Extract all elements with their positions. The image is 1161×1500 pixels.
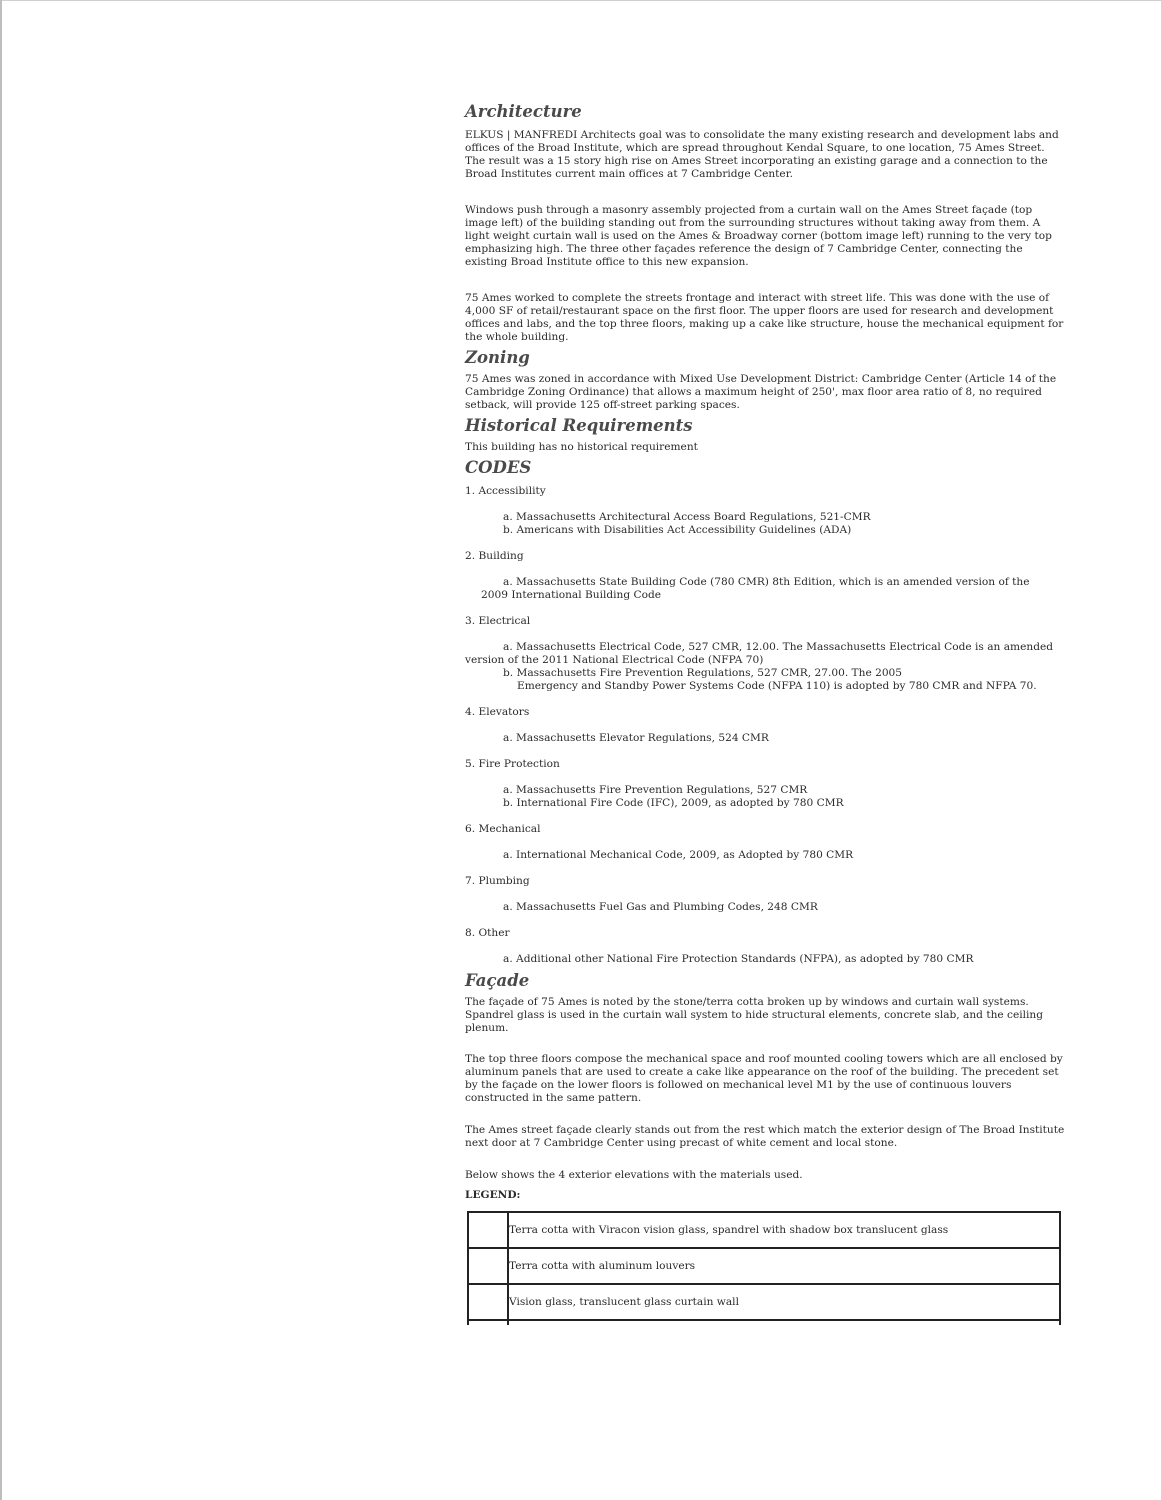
facade-paragraph-3: The Ames street façade clearly stands out from the rest which match the exterior design of The Broad Institute next door at 7 Cambridge Center using precast of white cement and local stone. [465, 1124, 1065, 1149]
code-accessibility-item-b: b. Americans with Disabilities Act Accessibility Guidelines (ADA) [503, 524, 852, 536]
code-electrical-item-a-cont: version of the 2011 National Electrical Code (NFPA 70) [465, 654, 764, 666]
historical-paragraph: This building has no historical requirement [465, 441, 698, 453]
legend-text-empty [508, 1320, 1060, 1325]
code-mechanical-title: 6. Mechanical [465, 823, 541, 835]
legend-swatch [468, 1248, 508, 1284]
legend-row [468, 1248, 1060, 1284]
code-elevators-title: 4. Elevators [465, 706, 530, 718]
facade-paragraph-1: The façade of 75 Ames is noted by the stone/terra cotta broken up by windows and curtain wall systems. Spandrel glass is used in the curtain wall system to hide structural elements, concrete slab, and the ceiling plenum. [465, 996, 1044, 1034]
historical-heading: Historical Requirements [465, 416, 693, 435]
legend-label: LEGEND: [465, 1189, 521, 1201]
facade-paragraph-2: The top three floors compose the mechanical space and roof mounted cooling towers which are all enclosed by aluminum panels that are used to create a cake like appearance on the roof of the building. The precedent set by the façade on the lower floors is followed on mechanical level M1 by the use of continuous louvers constructed in the same pattern. [465, 1053, 1063, 1104]
code-accessibility-item-a: a. Massachusetts Architectural Access Board Regulations, 521-CMR [503, 511, 871, 523]
zoning-paragraph: 75 Ames was zoned in accordance with Mixed Use Development District: Cambridge Center (Article 14 of the Cambridge Zoning Ordinance) that allows a maximum height of 250', max floor area ratio of 8, no required setback, will provide 125 off-street parking spaces. [465, 373, 1057, 411]
code-elevators-item-a: a. Massachusetts Elevator Regulations, 524 CMR [503, 732, 769, 744]
scan-edge-left [0, 0, 2, 1500]
code-other-item-a: a. Additional other National Fire Protection Standards (NFPA), as adopted by 780 CMR [503, 953, 974, 965]
scan-edge-top [0, 0, 1161, 1]
legend-text: Terra cotta with Viracon vision glass, spandrel with shadow box translucent glass [508, 1212, 1060, 1248]
legend-row-partial [468, 1320, 1060, 1325]
facade-heading: Façade [465, 971, 530, 990]
code-plumbing-title: 7. Plumbing [465, 875, 530, 887]
code-mechanical-item-a: a. International Mechanical Code, 2009, as Adopted by 780 CMR [503, 849, 854, 861]
code-electrical-item-b: b. Massachusetts Fire Prevention Regulations, 527 CMR, 27.00. The 2005 [503, 667, 903, 679]
code-building-item-a: a. Massachusetts State Building Code (780 CMR) 8th Edition, which is an amended version of the [503, 576, 1030, 588]
architecture-paragraph-1: ELKUS | MANFREDI Architects goal was to consolidate the many existing research and development labs and offices of the Broad Institute, which are spread throughout Kendal Square, to one location, 75 Ames Street. The result was a 15 story high rise on Ames Street incorporating an existing garage and a connection to the Broad Institutes current main offices at 7 Cambridge Center. [465, 129, 1059, 180]
zoning-heading: Zoning [465, 348, 530, 367]
code-building-item-a-cont: 2009 International Building Code [481, 589, 662, 601]
code-electrical-item-a: a. Massachusetts Electrical Code, 527 CMR, 12.00. The Massachusetts Electrical Code is an amended [503, 641, 1054, 653]
code-electrical-title: 3. Electrical [465, 615, 531, 627]
document-page [465, 100, 1065, 1325]
architecture-paragraph-2: Windows push through a masonry assembly projected from a curtain wall on the Ames Street façade (top image left) of the building standing out from the surrounding structures without taking away from them. A light weight curtain wall is used on the Ames & Broadway corner (bottom image left) running to the very top emphasizing high. The three other façades reference the design of 7 Cambridge Center, connecting the existing Broad Institute office to this new expansion. [465, 204, 1052, 268]
code-fire-protection-title: 5. Fire Protection [465, 758, 560, 770]
code-electrical-item-b-cont: Emergency and Standby Power Systems Code (NFPA 110) is adopted by 780 CMR and NFPA 70. [517, 680, 1037, 692]
legend-table [467, 1211, 1061, 1325]
code-building-title: 2. Building [465, 550, 524, 562]
architecture-heading: Architecture [465, 102, 582, 121]
legend-row [468, 1212, 1060, 1248]
code-fire-protection-item-a: a. Massachusetts Fire Prevention Regulations, 527 CMR [503, 784, 808, 796]
legend-row [468, 1284, 1060, 1320]
legend-swatch [468, 1284, 508, 1320]
code-accessibility-title: 1. Accessibility [465, 485, 546, 497]
code-other-title: 8. Other [465, 927, 510, 939]
facade-paragraph-4: Below shows the 4 exterior elevations with the materials used. [465, 1169, 803, 1181]
code-plumbing-item-a: a. Massachusetts Fuel Gas and Plumbing Codes, 248 CMR [503, 901, 818, 913]
legend-text: Terra cotta with aluminum louvers [508, 1248, 1060, 1284]
architecture-paragraph-3: 75 Ames worked to complete the streets frontage and interact with street life. This was done with the use of 4,000 SF of retail/restaurant space on the first floor. The upper floors are used for research and development offices and labs, and the top three floors, making up a cake like structure, house the mechanical equipment for the whole building. [465, 292, 1064, 343]
legend-swatch [468, 1212, 508, 1248]
legend-text: Vision glass, translucent glass curtain wall [508, 1284, 1060, 1320]
legend-swatch [468, 1320, 508, 1325]
codes-heading: CODES [465, 458, 532, 477]
code-fire-protection-item-b: b. International Fire Code (IFC), 2009, as adopted by 780 CMR [503, 797, 844, 809]
